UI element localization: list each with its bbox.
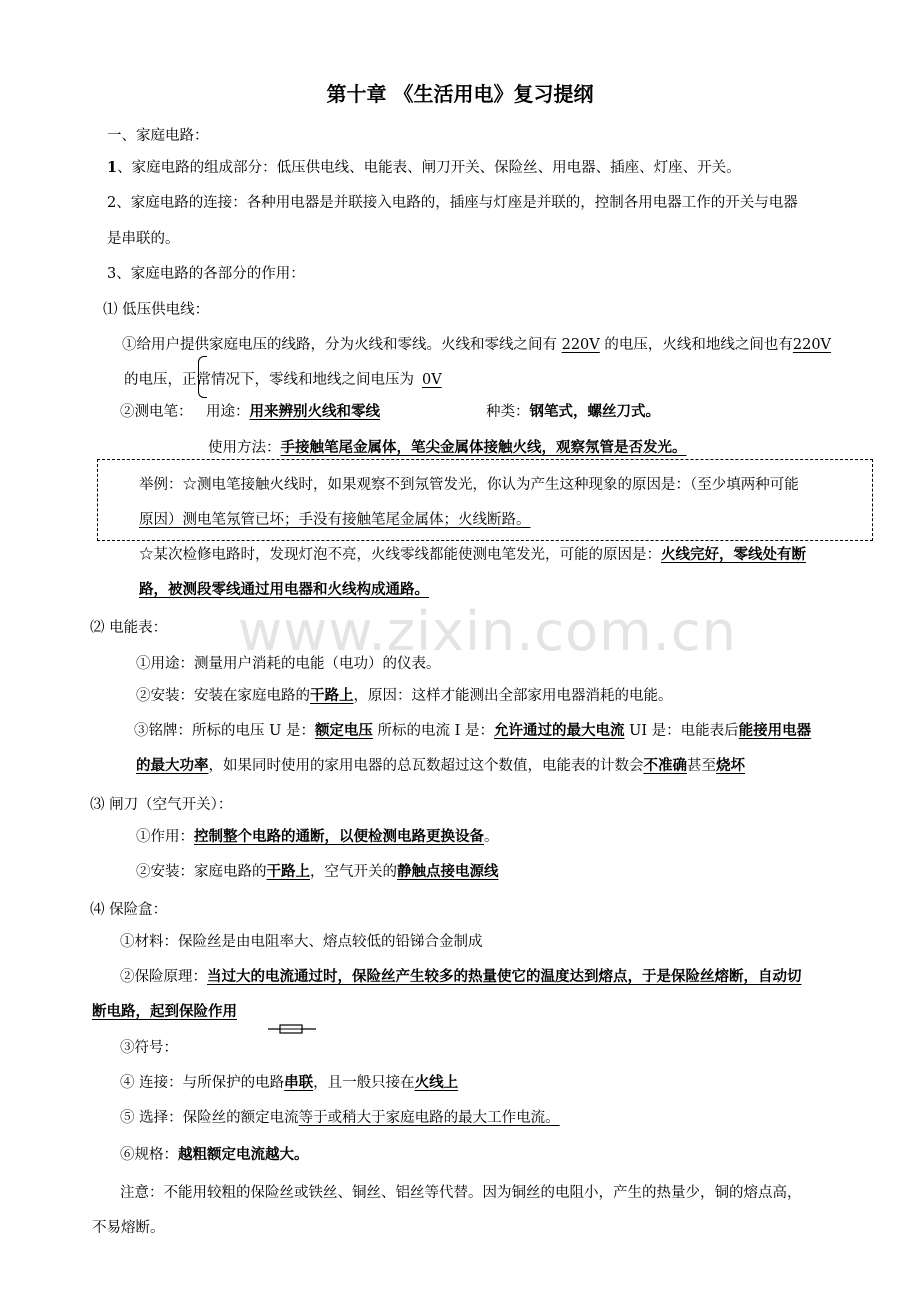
answer-max-current: 允许通过的最大电流 (494, 722, 625, 739)
answer-220v-ground: 220V (792, 337, 832, 353)
text: 所标的电流 I 是： (372, 723, 494, 739)
subsection-heading-fuse: ⑷ 保险盒： (90, 902, 168, 918)
label: 使用方法： (208, 440, 281, 456)
test-pen-method (208, 438, 687, 458)
text: ，空气开关的 (310, 864, 397, 880)
text: ④ 连接：与所保护的电路 (120, 1075, 285, 1091)
meter-install (136, 686, 673, 706)
test-pen-row (120, 402, 193, 422)
text: ，原因：这样才能测出全部家用电器消耗的电能。 (353, 688, 673, 704)
answer-max-power-2: 的最大功率 (136, 757, 209, 774)
subsection-heading-switch: ⑶ 闸刀（空气开关）： (90, 797, 233, 813)
switch-function (136, 827, 499, 847)
supply-line-text-1 (122, 335, 831, 355)
answer-burnout: 烧坏 (716, 757, 745, 774)
answer-0v: 0V (422, 372, 442, 388)
answer-live-wire: 火线上 (414, 1074, 459, 1091)
answer-pen-kind: 钢笔式，螺丝刀式。 (529, 403, 660, 420)
text: ②安装：家庭电路的 (136, 864, 267, 880)
fuse-spec (120, 1145, 309, 1165)
text: ☆某次检修电路时，发现灯泡不亮，火线零线都能使测电笔发光，可能的原因是： (139, 547, 661, 563)
note-line2: 不易熔断。 (92, 1220, 165, 1236)
text: 的电压，火线和地线之间也有 (604, 337, 793, 353)
text: 、家庭电路的组成部分：低压供电线、电能表、闸刀开关、保险丝、用电器、插座、灯座、开关。 (117, 160, 741, 176)
fuse-principle-line1 (120, 967, 802, 987)
text: ②安装：安装在家庭电路的 (136, 688, 310, 704)
note-line1: 注意：不能用较粗的保险丝或铁丝、铜丝、铝丝等代替。因为铜丝的电阻小，产生的热量少，铜的熔点高， (120, 1185, 802, 1201)
paragraph-functions: 3、家庭电路的各部分的作用： (107, 266, 305, 282)
fuse-connection (120, 1073, 458, 1093)
test-pen-use (206, 402, 380, 422)
switch-install (136, 862, 499, 882)
paragraph-connection-line1: 2、家庭电路的连接：各种用电器是并联接入电路的，插座与灯座是并联的，控制各用电器工作的开关与电器 (107, 195, 798, 211)
answer-pen-use: 用来辨别火线和零线 (249, 403, 380, 420)
answer-fuse-selection: 等于或稍大于家庭电路的最大工作电流。 (298, 1110, 560, 1126)
answer-main-line: 干路上 (310, 687, 354, 704)
item-number: 1 (107, 159, 118, 176)
answer-inaccurate: 不准确 (643, 757, 687, 774)
section-heading-household-circuit: 一、家庭电路： (107, 128, 209, 144)
supply-line-text-2 (124, 370, 450, 390)
meter-use: ①用途：测量用户消耗的电能（电功）的仪表。 (136, 656, 441, 672)
meter-nameplate-line2 (136, 756, 745, 776)
text: 甚至 (687, 758, 716, 774)
text: 的电压，正常情况下，零线和地线之间电压为 (124, 372, 414, 388)
label: 用途： (206, 404, 250, 420)
page-title: 第十章 《生活用电》复习提纲 (326, 82, 594, 106)
label: 种类： (486, 404, 530, 420)
text: 。 (484, 829, 499, 845)
answer-rated-voltage: 额定电压 (314, 722, 373, 739)
text: ⑥规格： (120, 1147, 178, 1163)
answer-220v: 220V (561, 337, 600, 353)
text: ①给用户提供家庭电压的线路，分为火线和零线。火线和零线之间有 (122, 337, 557, 353)
subsection-heading-supply-line: ⑴ 低压供电线： (103, 302, 210, 318)
text: ⑤ 选择：保险丝的额定电流 (120, 1110, 299, 1126)
fuse-principle-line2: 断电路，起到保险作用 (92, 1003, 237, 1020)
text: 原因）测电笔氖管已坏；手没有接触笔尾金属体；火线断路。 (139, 512, 531, 528)
fuse-symbol-label: ③符号： (120, 1040, 178, 1056)
text: UI 是：电能表后 (624, 723, 739, 739)
example-2-line1 (139, 545, 806, 565)
test-pen-label: ②测电笔： (120, 404, 193, 420)
fuse-symbol-icon (268, 1022, 316, 1036)
fuse-selection (120, 1108, 560, 1128)
meter-nameplate-line1 (134, 721, 811, 741)
text: ，且一般只接在 (313, 1075, 415, 1091)
paragraph-components (107, 158, 741, 178)
test-pen-kind (486, 402, 660, 422)
answer-static-contact: 静触点接电源线 (397, 863, 499, 880)
answer-fuse-spec: 越粗额定电流越大。 (178, 1146, 309, 1163)
answer-switch-function: 控制整个电路的通断，以便检测电路更换设备 (194, 828, 484, 845)
text: ，如果同时使用的家用电器的总瓦数超过这个数值，电能表的计数会 (208, 758, 644, 774)
answer-max-power-1: 能接用电器 (738, 722, 812, 739)
answer-main-line-2: 干路上 (266, 863, 310, 880)
subsection-heading-meter: ⑵ 电能表： (90, 620, 168, 636)
answer-example-2: 火线完好，零线处有断 (661, 546, 806, 563)
example-1-line1: 举例：☆测电笔接触火线时，如果观察不到氖管发光，你认为产生这种现象的原因是：（至少填两种可能 (139, 477, 799, 493)
paragraph-connection-line2: 是串联的。 (107, 231, 180, 247)
text: ①作用： (136, 829, 194, 845)
answer-pen-method: 手接触笔尾金属体，笔尖金属体接触火线，观察氖管是否发光。 (280, 439, 687, 456)
answer-fuse-principle: 当过大的电流通过时，保险丝产生较多的热量使它的温度达到熔点，于是保险丝熔断，自动切 (207, 968, 802, 985)
watermark: www.zixin.com.cn (238, 600, 737, 663)
example-2-line2: 路，被测段零线通过用电器和火线构成通路。 (139, 581, 429, 598)
text: ③铭牌：所标的电压 U 是： (134, 723, 315, 739)
text: ②保险原理： (120, 969, 207, 985)
fuse-material: ①材料：保险丝是由电阻率大、熔点较低的铅锑合金制成 (120, 934, 483, 950)
example-1-line2 (139, 510, 531, 530)
answer-series: 串联 (284, 1074, 314, 1091)
